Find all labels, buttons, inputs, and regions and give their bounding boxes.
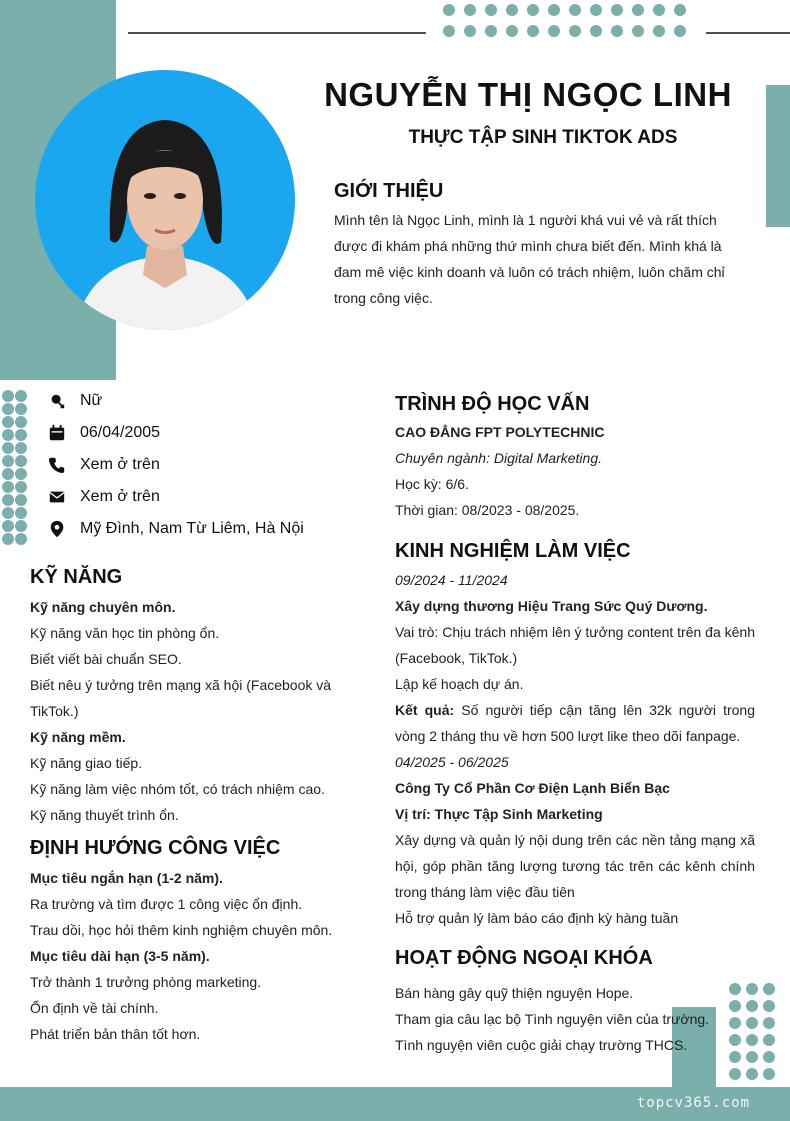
decorative-dot <box>2 533 14 545</box>
job1-company: Xây dựng thương Hiệu Trang Sức Quý Dương. <box>395 598 708 614</box>
email-icon <box>48 488 66 506</box>
job1-role: Vai trò: Chịu trách nhiệm lên ý tưởng content trên đa kênh (Facebook, TikTok.) <box>395 624 755 666</box>
avatar <box>35 70 295 330</box>
job2-role: Vị trí: Thực Tập Sinh Marketing <box>395 806 603 822</box>
contact-email <box>48 485 160 509</box>
birthday-value: 06/04/2005 <box>80 424 161 441</box>
job1-result-label: Kết quả: <box>395 702 455 718</box>
decorative-dot <box>729 1034 741 1046</box>
decorative-dot <box>746 1068 758 1080</box>
skills-title: KỸ NĂNG <box>30 566 123 588</box>
job2-date: 04/2025 - 06/2025 <box>395 754 509 770</box>
decorative-dot <box>443 25 455 37</box>
decorative-dot <box>464 4 476 16</box>
decorative-dot <box>746 1017 758 1029</box>
school-major: Chuyên ngành: Digital Marketing. <box>395 450 603 466</box>
intro-title: GIỚI THIỆU <box>334 180 444 202</box>
decorative-dot <box>464 25 476 37</box>
school-name: CAO ĐẲNG FPT POLYTECHNIC <box>395 424 605 440</box>
decorative-dot <box>632 25 644 37</box>
job2-desc: Xây dựng và quản lý nội dung trên các nền tảng mạng xã hội, góp phần tăng lượng tương tác trên các kênh chính trong tháng làm việc đầu tiên <box>395 832 755 900</box>
decorative-dot <box>2 429 14 441</box>
long-goal-item: Phát triển bản thân tốt hơn. <box>30 1026 201 1042</box>
hard-skill-item: Kỹ năng văn học tin phòng ổn. <box>30 625 220 641</box>
activity-item: Tham gia câu lạc bộ Tình nguyện viên của trường. <box>395 1011 710 1027</box>
decorative-dot <box>2 507 14 519</box>
decorative-dot <box>746 1000 758 1012</box>
phone-value: Xem ở trên <box>80 456 160 473</box>
decorative-dot <box>632 4 644 16</box>
job1-result <box>395 697 755 749</box>
decorative-dot <box>2 403 14 415</box>
contact-gender <box>48 389 102 413</box>
job1-result-text: Số người tiếp cận tăng lên 32k người trong vòng 2 tháng thu về hơn 500 lượt like theo dõi fanpage. <box>395 702 755 744</box>
decorative-dot <box>763 1034 775 1046</box>
activities-title: HOẠT ĐỘNG NGOẠI KHÓA <box>395 947 653 969</box>
skills-section <box>30 566 350 828</box>
school-period: Thời gian: 08/2023 - 08/2025. <box>395 502 580 518</box>
contact-phone <box>48 453 160 477</box>
phone-icon <box>48 456 66 474</box>
decorative-dot <box>2 520 14 532</box>
calendar-icon <box>48 424 66 442</box>
decorative-dot <box>2 442 14 454</box>
long-goal-title: Mục tiêu dài hạn (3-5 năm). <box>30 948 210 964</box>
decorative-dot <box>763 1017 775 1029</box>
experience-title: KINH NGHIỆM LÀM VIỆC <box>395 540 631 562</box>
header-line-left <box>128 32 426 34</box>
activities-section <box>395 947 725 1058</box>
decorative-dot <box>729 1068 741 1080</box>
activity-item: Tình nguyện viên cuộc giải chạy trường THCS. <box>395 1037 688 1053</box>
intro-text: Mình tên là Ngọc Linh, mình là 1 người khá vui vẻ và rất thích được đi khám phá những thứ mình chưa biết đến. Mình khá là đam mê việc kinh doanh và luôn có trách nhiệm, luôn chăm chỉ trong công việc. <box>334 212 725 306</box>
location-pin-icon <box>48 520 66 538</box>
decorative-dot <box>729 1000 741 1012</box>
decorative-dot <box>674 25 686 37</box>
decorative-dot <box>15 468 27 480</box>
decorative-dot <box>746 983 758 995</box>
right-accent-bar <box>766 85 790 227</box>
footer-watermark: topcv365.com <box>636 1095 750 1111</box>
decorative-dot <box>611 25 623 37</box>
intro-section <box>334 180 746 311</box>
long-goal-item: Trở thành 1 trưởng phòng marketing. <box>30 974 262 990</box>
decorative-dot <box>485 4 497 16</box>
decorative-dot <box>729 1017 741 1029</box>
decorative-dot <box>2 481 14 493</box>
decorative-dot <box>548 25 560 37</box>
job1-date: 09/2024 - 11/2024 <box>395 572 508 588</box>
decorative-dot <box>443 4 455 16</box>
gender-icon <box>48 392 66 410</box>
soft-skill-item: Kỹ năng giao tiếp. <box>30 755 143 771</box>
decorative-dot <box>15 481 27 493</box>
decorative-dot <box>729 983 741 995</box>
decorative-dot <box>2 455 14 467</box>
decorative-dot <box>746 1051 758 1063</box>
hard-skill-item: Biết nêu ý tưởng trên mạng xã hội (Facebook và TikTok.) <box>30 677 332 719</box>
soft-skills-title: Kỹ năng mềm. <box>30 729 126 745</box>
decorative-dot <box>15 533 27 545</box>
decorative-dot <box>729 1051 741 1063</box>
decorative-dot <box>674 4 686 16</box>
decorative-dot <box>2 390 14 402</box>
decorative-dot <box>15 442 27 454</box>
education-section <box>395 393 755 523</box>
decorative-dot <box>527 25 539 37</box>
decorative-dot <box>763 1068 775 1080</box>
decorative-dot <box>590 4 602 16</box>
career-section <box>30 837 360 1047</box>
decorative-dot <box>763 1051 775 1063</box>
soft-skill-item: Kỹ năng làm việc nhóm tốt, có trách nhiệm cao. <box>30 781 325 797</box>
soft-skill-item: Kỹ năng thuyết trình ổn. <box>30 807 179 823</box>
decorative-dot <box>548 4 560 16</box>
decorative-dot <box>506 25 518 37</box>
candidate-name: NGUYỄN THỊ NGỌC LINH <box>324 76 732 113</box>
decorative-dot <box>653 4 665 16</box>
career-title: ĐỊNH HƯỚNG CÔNG VIỆC <box>30 837 281 859</box>
contact-birthday <box>48 421 160 445</box>
decorative-dot <box>15 455 27 467</box>
decorative-dot <box>15 403 27 415</box>
education-title: TRÌNH ĐỘ HỌC VẤN <box>395 393 590 415</box>
contact-address <box>48 517 304 541</box>
decorative-dot <box>2 416 14 428</box>
decorative-dot <box>590 25 602 37</box>
decorative-dot <box>653 25 665 37</box>
decorative-dot <box>611 4 623 16</box>
decorative-dot <box>569 4 581 16</box>
decorative-dot <box>746 1034 758 1046</box>
decorative-dot <box>15 416 27 428</box>
short-goal-item: Trau dồi, học hỏi thêm kinh nghiệm chuyên môn. <box>30 922 333 938</box>
decorative-dot <box>2 494 14 506</box>
long-goal-item: Ổn định về tài chính. <box>30 1000 159 1016</box>
decorative-dot <box>485 25 497 37</box>
decorative-dot <box>527 4 539 16</box>
short-goal-title: Mục tiêu ngắn hạn (1-2 năm). <box>30 870 223 886</box>
header-line-right <box>706 32 790 34</box>
decorative-dot <box>2 468 14 480</box>
decorative-dot <box>763 1000 775 1012</box>
decorative-dot <box>15 390 27 402</box>
job-title: THỰC TẬP SINH TIKTOK ADS <box>408 127 678 148</box>
short-goal-item: Ra trường và tìm được 1 công việc ổn định. <box>30 896 303 912</box>
experience-section <box>395 540 755 931</box>
job1-plan: Lập kế hoạch dự án. <box>395 676 524 692</box>
decorative-dot <box>15 494 27 506</box>
decorative-dot <box>763 983 775 995</box>
hard-skills-title: Kỹ năng chuyên môn. <box>30 599 176 615</box>
address-value: Mỹ Đình, Nam Từ Liêm, Hà Nội <box>80 520 304 537</box>
decorative-dot <box>569 25 581 37</box>
school-semester: Học kỳ: 6/6. <box>395 476 469 492</box>
email-value: Xem ở trên <box>80 488 160 505</box>
job2-company: Công Ty Cổ Phần Cơ Điện Lạnh Biển Bạc <box>395 780 670 796</box>
decorative-dot <box>15 520 27 532</box>
job2-extra: Hỗ trợ quản lý làm báo cáo định kỳ hàng tuần <box>395 910 679 926</box>
activity-item: Bán hàng gây quỹ thiện nguyện Hope. <box>395 985 634 1001</box>
decorative-dot <box>506 4 518 16</box>
decorative-dot <box>15 507 27 519</box>
gender-value: Nữ <box>80 392 103 409</box>
hard-skill-item: Biết viết bài chuẩn SEO. <box>30 651 182 667</box>
decorative-dot <box>15 429 27 441</box>
